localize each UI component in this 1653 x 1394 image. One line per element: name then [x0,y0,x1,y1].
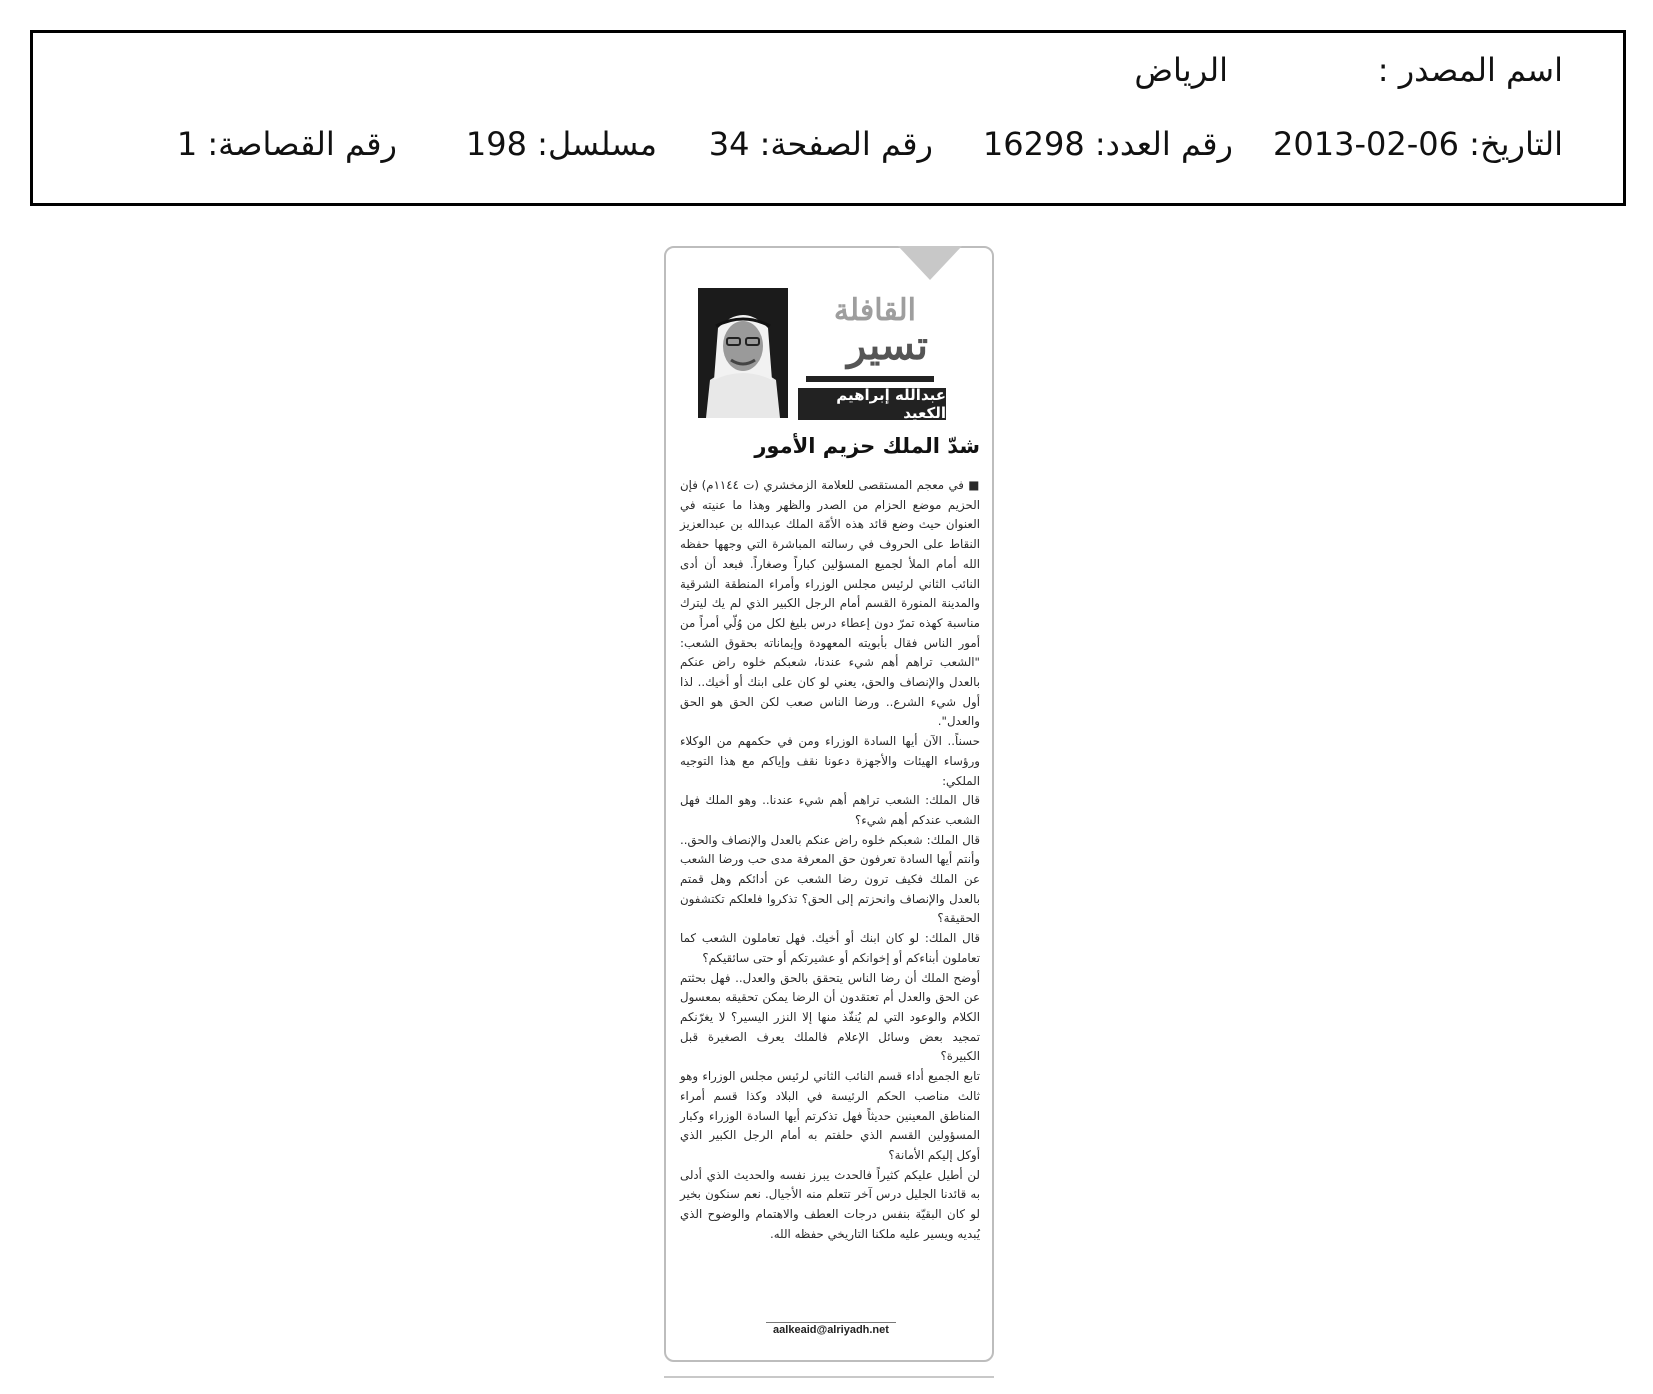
corner-notch-decoration [898,246,962,280]
date-field: التاريخ: 06-02-2013 [1273,125,1563,163]
author-photo [698,288,788,418]
article-paragraph: قال الملك: لو كان ابنك أو أخيك. فهل تعاملون الشعب كما تعاملون أبناءكم أو إخوانكم أو عشيرتكم أو حتى سائقيكم؟ [680,931,980,965]
source-row [87,51,1563,91]
brand-underline [806,376,934,382]
clipping-metadata-box [30,30,1626,206]
email-divider [766,1322,896,1323]
serial-field: مسلسل: 198 [465,125,657,163]
article-paragraph: قال الملك: شعبكم خلوه راض عنكم بالعدل والإنصاف والحق.. وأنتم أيها السادة تعرفون حق المعرفة مدى حب ورضا الشعب عن الملك فكيف ترون رضا الشعب عن أدائكم وهل قمتم بالعدل والإنصاف وانحزتم إلى الحق؟ تذكروا فلعلكم تكتشفون الحقيقة؟ [680,832,980,926]
brand-title: تسير [847,322,928,369]
source-label: اسم المصدر : [1377,51,1563,89]
author-email: aalkeaid@alriyadh.net [773,1324,889,1336]
clipping-bottom-rule [664,1376,994,1378]
source-value: الرياض [1134,51,1228,89]
clip-number-field: رقم القصاصة: 1 [176,125,397,163]
brand-subtitle: القافلة [833,293,916,328]
column-brand-logo [796,293,946,378]
article-paragraph: تابع الجميع أداء قسم النائب الثاني لرئيس مجلس الوزراء وهو ثالث مناصب الحكم الرئيسة في البلاد وكذا قسم أمراء المناطق المعينين حديثاً فهل تذكرتم أيها السادة الوزراء وكبار المسؤولين القسم الذي حلفتم به أمام الرجل الكبير الذي أوكل إليكم الأمانة؟ [680,1069,980,1162]
article-paragraph: أوضح الملك أن رضا الناس يتحقق بالحق والعدل.. فهل بحثتم عن الحق والعدل أم تعتقدون أن الرضا يمكن تحقيقه بمعسول الكلام والوعود التي لم يُنفّذ منها إلا النزر اليسير؟ لا يغرّنكم تمجيد بعض وسائل الإعلام فالملك يعرف الصغيرة قبل الكبيرة؟ [680,970,980,1064]
details-row [87,125,1563,165]
issue-number-field: رقم العدد: 16298 [982,125,1233,163]
article-paragraph: حسناً.. الآن أيها السادة الوزراء ومن في حكمهم من الوكلاء ورؤساء الهيئات والأجهزة دعونا نقف وإياكم مع هذا التوجيه الملكي: [680,734,980,788]
article-body [680,476,980,1244]
author-name-badge: عبدالله إبراهيم الكعيد [798,388,946,420]
article-headline: شدّ الملك حزيم الأمور [754,434,980,458]
article-paragraph: قال الملك: الشعب تراهم أهم شيء عندنا.. وهو الملك فهل الشعب عندكم أهم شيء؟ [680,793,980,827]
page-number-field: رقم الصفحة: 34 [708,125,933,163]
newspaper-clipping [664,246,994,1362]
article-paragraph: ■ في معجم المستقصى للعلامة الزمخشري (ت ١١٤٤م) فإن الحزيم موضع الحزام من الصدر والظهر وهذا ما عنيته في العنوان حيث وضع قائد هذه الأمّة الملك عبدالله بن عبدالعزيز النقاط على الحروف في رسالته المباشرة التي وجهها حفظه الله أمام الملأ لجميع المسؤلين كباراً وصغاراً. فبعد أن أدى النائب الثاني لرئيس مجلس الوزراء وأمراء المنطقة الشرقية والمدينة المنورة القسم أمام الرجل الكبير الذي لم يك ليترك مناسبة كهذه تمرّ دون إعطاء درس بليغ لكل من وُلّي أمراً من أمور الناس فقال بأبويته المعهودة وإيماناته بحقوق الشعب: "الشعب تراهم أهم شيء عندنا، شعبكم خلوه راض عنكم بالعدل والإنصاف والحق، يعني لو كان على ابنك أو أخيك.. لذا أول شيء الشرع.. ورضا الناس صعب لكن الحق هو الحق والعدل". [680,478,980,729]
article-paragraph: لن أطيل عليكم كثيراً فالحدث يبرز نفسه والحديث الذي أدلى به قائدنا الجليل درس آخر تتعلم منه الأجيال. نعم سنكون بخير لو كان البقيّة بنفس درجات العطف والاهتمام والوضوح الذي يُبديه ويسير عليه ملكنا التاريخي حفظه الله. [680,1167,980,1241]
